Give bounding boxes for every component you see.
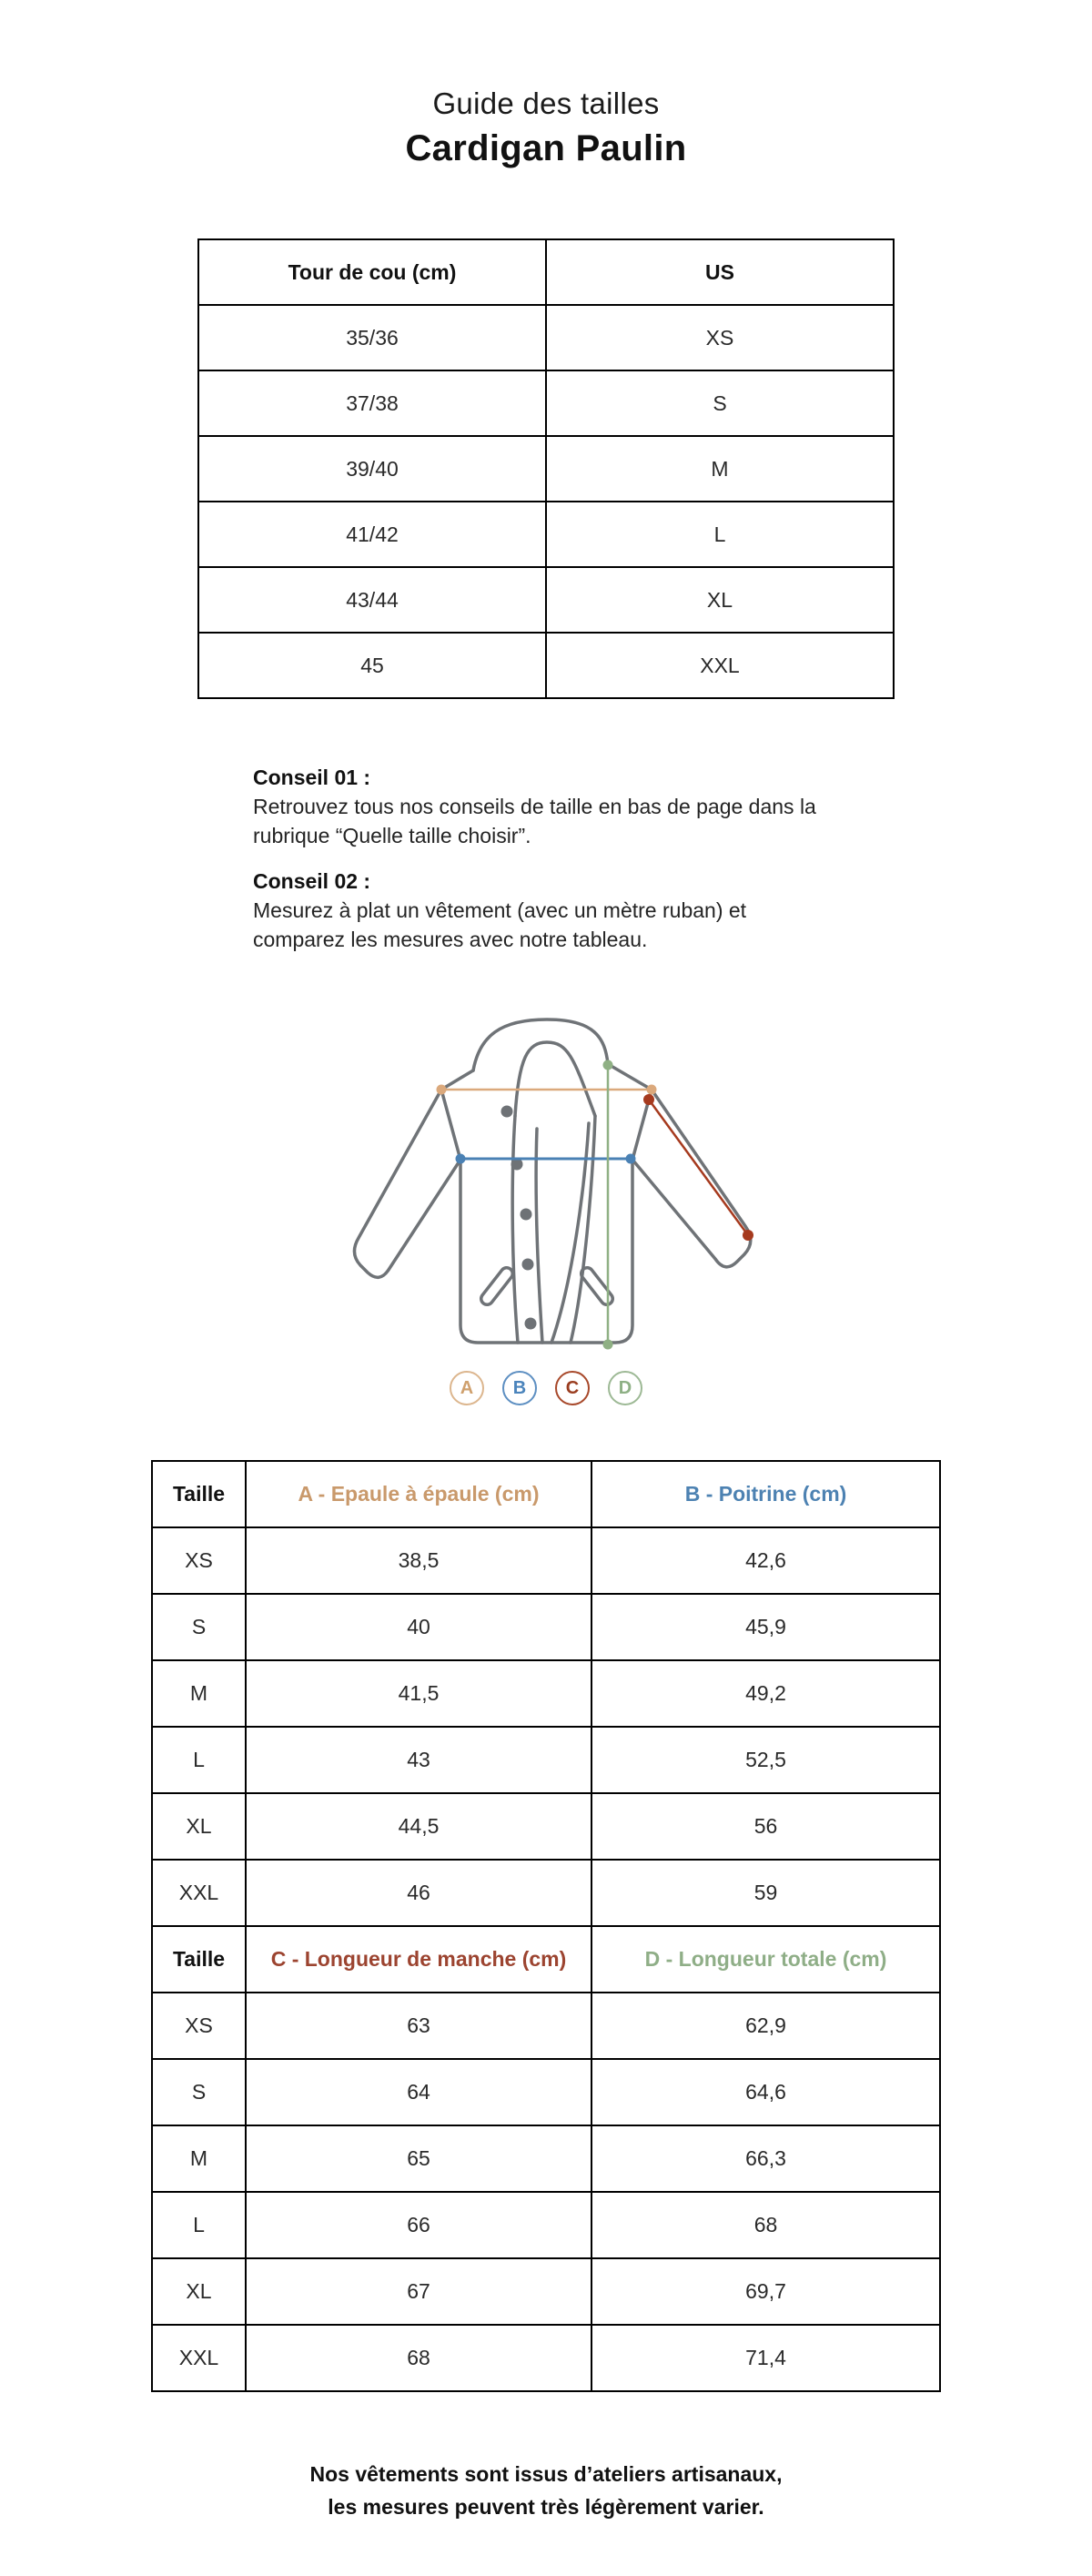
neck-table-header-row <box>198 239 894 305</box>
size-cell: XS <box>152 1527 246 1594</box>
value-cell: 42,6 <box>592 1527 940 1594</box>
collar-inner <box>515 1042 595 1116</box>
page-subtitle: Guide des tailles <box>432 86 660 120</box>
value-cell: 64 <box>246 2059 592 2125</box>
measure-row <box>152 2192 940 2258</box>
value-cell: 44,5 <box>246 1793 592 1860</box>
measure-header-row-1 <box>152 1461 940 1527</box>
measure-header-row-2 <box>152 1926 940 1993</box>
neck-table-row <box>198 633 894 698</box>
neck-table-row <box>198 502 894 567</box>
neck-table-header-cell: US <box>546 239 894 305</box>
tip-label: Conseil 02 : <box>253 869 371 893</box>
measure-header-cell: C - Longueur de manche (cm) <box>246 1926 592 1993</box>
placket-line <box>536 1129 542 1343</box>
tip-label: Conseil 01 : <box>253 766 371 789</box>
button-dot <box>522 1259 534 1271</box>
value-cell: 64,6 <box>592 2059 940 2125</box>
sleeve-right <box>632 1090 751 1267</box>
neck-size-table-body <box>198 305 894 698</box>
tip-text: Mesurez à plat un vêtement (avec un mètre ruban) et comparez les mesures avec notre tableau. <box>253 898 747 951</box>
neck-measure-cell: 41/42 <box>198 502 546 567</box>
size-cell: S <box>152 2059 246 2125</box>
measure-row <box>152 2059 940 2125</box>
value-cell: 62,9 <box>592 1993 940 2059</box>
value-cell: 41,5 <box>246 1660 592 1727</box>
size-cell: L <box>152 1727 246 1793</box>
footer-note-line1: Nos vêtements sont issus d’ateliers artisanaux, <box>309 2462 783 2486</box>
value-cell: 66 <box>246 2192 592 2258</box>
size-cell: L <box>152 2192 246 2258</box>
page-title: Cardigan Paulin <box>405 128 687 168</box>
measure-row <box>152 1860 940 1926</box>
tips-section <box>253 763 843 954</box>
size-cell: S <box>152 1594 246 1660</box>
neck-measure-cell: 35/36 <box>198 305 546 370</box>
us-size-cell: L <box>546 502 894 567</box>
neck-size-table-head <box>198 239 894 305</box>
measure-header-cell: Taille <box>152 1461 246 1527</box>
neck-measure-cell: 45 <box>198 633 546 698</box>
measure-row <box>152 1993 940 2059</box>
measurements-table <box>151 1460 941 2392</box>
value-cell: 71,4 <box>592 2325 940 2391</box>
measure-header-cell: Taille <box>152 1926 246 1993</box>
footer-note-line2: les mesures peuvent très légèrement varier. <box>328 2495 764 2519</box>
measure-line-a-shoulder <box>437 1085 657 1095</box>
size-cell: M <box>152 2125 246 2192</box>
body-outline <box>441 1090 652 1343</box>
measure-row <box>152 1527 940 1594</box>
size-cell: XL <box>152 1793 246 1860</box>
us-size-cell: XS <box>546 305 894 370</box>
neck-table-row <box>198 370 894 436</box>
measure-row <box>152 2258 940 2325</box>
lapel-outer-right <box>571 1116 595 1343</box>
cardigan-outline <box>354 1019 750 1343</box>
value-cell: 38,5 <box>246 1527 592 1594</box>
us-size-cell: XL <box>546 567 894 633</box>
cardigan-diagram <box>0 1012 1092 1405</box>
front-edge-left <box>512 1116 518 1343</box>
measure-header-cell: D - Longueur totale (cm) <box>592 1926 940 1993</box>
measure-row <box>152 1660 940 1727</box>
value-cell: 65 <box>246 2125 592 2192</box>
value-cell: 56 <box>592 1793 940 1860</box>
value-cell: 67 <box>246 2258 592 2325</box>
page-header <box>0 0 1092 173</box>
footer-note <box>0 2458 1092 2523</box>
measure-header-cell: A - Epaule à épaule (cm) <box>246 1461 592 1527</box>
tip-text: Retrouvez tous nos conseils de taille en bas de page dans la rubrique “Quelle taille choisir”. <box>253 795 816 847</box>
measure-badges <box>0 1371 1092 1405</box>
size-cell: M <box>152 1660 246 1727</box>
badge-d: D <box>608 1371 642 1405</box>
value-cell: 66,3 <box>592 2125 940 2192</box>
lapel-inner-right <box>551 1123 589 1343</box>
us-size-cell: M <box>546 436 894 502</box>
measure-line-c-sleeve <box>643 1094 753 1241</box>
neck-measure-cell: 39/40 <box>198 436 546 502</box>
badge-a: A <box>450 1371 484 1405</box>
value-cell: 68 <box>592 2192 940 2258</box>
measure-row <box>152 1793 940 1860</box>
measure-line-d-length <box>603 1060 613 1350</box>
cardigan-drawing <box>337 1012 755 1360</box>
value-cell: 59 <box>592 1860 940 1926</box>
size-cell: XXL <box>152 1860 246 1926</box>
neck-table-row <box>198 567 894 633</box>
neck-size-table <box>197 238 895 699</box>
value-cell: 69,7 <box>592 2258 940 2325</box>
collar-outer <box>473 1019 608 1070</box>
size-cell: XL <box>152 2258 246 2325</box>
value-cell: 52,5 <box>592 1727 940 1793</box>
value-cell: 68 <box>246 2325 592 2391</box>
button-dot <box>521 1209 532 1221</box>
badge-b: B <box>502 1371 537 1405</box>
neck-table-row <box>198 436 894 502</box>
measure-row <box>152 1594 940 1660</box>
neck-measure-cell: 43/44 <box>198 567 546 633</box>
neck-table-header-cell: Tour de cou (cm) <box>198 239 546 305</box>
measurements-table-body <box>152 1461 940 2391</box>
measure-row <box>152 2325 940 2391</box>
pocket-left <box>479 1265 515 1307</box>
value-cell: 46 <box>246 1860 592 1926</box>
size-cell: XXL <box>152 2325 246 2391</box>
value-cell: 49,2 <box>592 1660 940 1727</box>
button-dot <box>525 1318 537 1330</box>
measure-row <box>152 2125 940 2192</box>
shoulder-left <box>441 1070 473 1090</box>
value-cell: 63 <box>246 1993 592 2059</box>
measure-header-cell: B - Poitrine (cm) <box>592 1461 940 1527</box>
us-size-cell: XXL <box>546 633 894 698</box>
shoulder-right <box>608 1064 652 1090</box>
neck-table-row <box>198 305 894 370</box>
cardigan-buttons <box>501 1106 537 1330</box>
tip-1 <box>253 763 843 850</box>
neck-measure-cell: 37/38 <box>198 370 546 436</box>
size-cell: XS <box>152 1993 246 2059</box>
button-dot <box>501 1106 513 1118</box>
value-cell: 45,9 <box>592 1594 940 1660</box>
measure-row <box>152 1727 940 1793</box>
us-size-cell: S <box>546 370 894 436</box>
sleeve-left <box>354 1090 460 1277</box>
badge-c: C <box>555 1371 590 1405</box>
value-cell: 43 <box>246 1727 592 1793</box>
tip-2 <box>253 867 843 954</box>
value-cell: 40 <box>246 1594 592 1660</box>
